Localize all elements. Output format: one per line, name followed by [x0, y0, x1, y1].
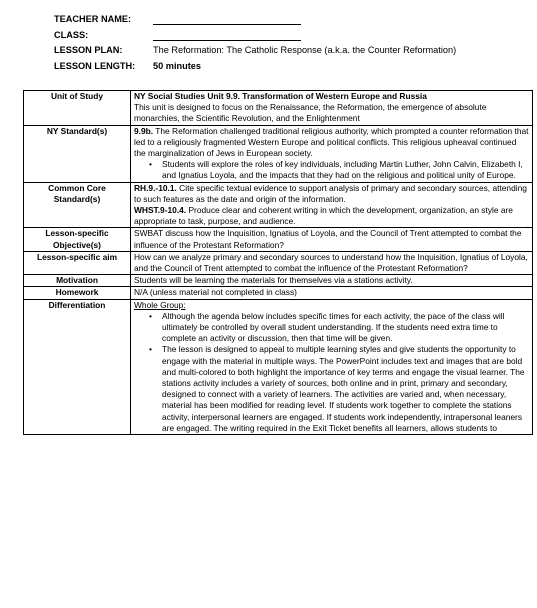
ny-standard-bullets — [134, 159, 529, 181]
differentiation-bullet-text: Although the agenda below includes specific times for each activity, the pace of the class will ultimately be controlled by overall student understanding. If the students need extra time to complete an activity or discussion, then that time will be given. — [162, 310, 505, 344]
common-core-standard-2 — [134, 205, 529, 227]
bullet-icon: • — [149, 344, 152, 355]
common-core-content — [131, 182, 533, 228]
lesson-length-value: 50 minutes — [153, 60, 201, 71]
ny-standard-code: 9.9b. — [134, 125, 154, 136]
ny-standard-bullet-text: Students will explore the roles of key individuals, including Martin Luther, John Calvin, Elizabeth I, and Ignatius Loyola, and the impacts that they had on the religious and political unity of Europe. — [162, 159, 523, 181]
homework-row — [24, 287, 533, 299]
lesson-header — [54, 14, 524, 76]
teacher-name-blank — [153, 24, 301, 25]
objective-row — [24, 228, 533, 251]
ny-standard-text — [134, 126, 529, 160]
list-item — [149, 344, 529, 434]
differentiation-label: Differentiation — [24, 299, 131, 434]
common-core-code-2: WHST.9-10.4. — [134, 205, 187, 216]
unit-of-study-label: Unit of Study — [24, 91, 131, 126]
differentiation-row — [24, 299, 533, 434]
homework-text: N/A (unless material not completed in class) — [131, 287, 533, 299]
lesson-length-label: LESSON LENGTH: — [54, 60, 136, 71]
bullet-icon: • — [149, 159, 152, 170]
ny-standard-content — [131, 125, 533, 182]
bullet-icon: • — [149, 310, 152, 321]
class-row — [54, 30, 524, 46]
lesson-plan-table — [23, 90, 533, 435]
unit-of-study-content — [131, 91, 533, 126]
list-item — [149, 159, 529, 181]
differentiation-heading: Whole Group: — [134, 299, 186, 310]
homework-label: Homework — [24, 287, 131, 299]
class-blank — [153, 40, 301, 41]
lesson-plan-value: The Reformation: The Catholic Response (a.k.a. the Counter Reformation) — [153, 45, 457, 55]
unit-description: This unit is designed to focus on the Renaissance, the Reformation, the emergence of absolute monarchies, the Scientific Revolution, and the Enlightenment — [134, 102, 487, 124]
unit-of-study-row — [24, 91, 533, 126]
teacher-name-label: TEACHER NAME: — [54, 14, 132, 24]
motivation-text: Students will be learning the materials for themselves via a stations activity. — [131, 275, 533, 287]
objective-label: Lesson-specific Objective(s) — [24, 228, 131, 251]
differentiation-bullets — [134, 311, 529, 434]
common-core-text-1: Cite specific textual evidence to support analysis of primary and secondary sources, attending to such features as the date and origin of the information. — [134, 182, 527, 204]
class-label: CLASS: — [54, 29, 89, 40]
aim-text: How can we analyze primary and secondary sources to understand how the Inquisition, Ignatius of Loyola, and the Council of Trent attempted to combat the influence of the Protestant Reformation? — [131, 251, 533, 274]
motivation-row — [24, 275, 533, 287]
motivation-label: Motivation — [24, 275, 131, 287]
differentiation-bullet-text: The lesson is designed to appeal to multiple learning styles and give students the opportunity to engage with the material in multiple ways. The PowerPoint includes text and images that are bold and multi-colored to both highlight the importance of key terms and engage the visual learner. The stations activity includes a variety of sources, both online and in print, primary and secondary, designed to connect with a variety of learners. The activities are varied and, when necessary, material has been modified for reading level. If students work together to complete the stations activity, interpersonal learners are engaged. If students work independently, intrapersonal leaners are engaged. The writing required in the Exit Ticket benefits all learners, allows students to — [162, 344, 525, 433]
common-core-row — [24, 182, 533, 228]
ny-standard-row — [24, 125, 533, 182]
common-core-text-2: Produce clear and coherent writing in which the development, organization, an style are appropriate to task, purpose, and audience. — [134, 205, 513, 227]
lesson-plan-label: LESSON PLAN: — [54, 45, 123, 55]
list-item — [149, 310, 529, 345]
objective-text: SWBAT discuss how the Inquisition, Ignatius of Loyola, and the Council of Trent attempted to combat the influence of the Protestant Reformation? — [131, 228, 533, 251]
differentiation-content — [131, 299, 533, 434]
lesson-length-row — [54, 61, 524, 77]
common-core-label: Common Core Standard(s) — [24, 182, 131, 228]
ny-standard-label: NY Standard(s) — [24, 125, 131, 182]
aim-row — [24, 251, 533, 274]
lesson-plan-row — [54, 45, 524, 61]
unit-title: NY Social Studies Unit 9.9. Transformation of Western Europe and Russia — [134, 91, 427, 101]
common-core-code-1: RH.9.-10.1. — [134, 182, 177, 193]
teacher-name-row — [54, 14, 524, 30]
common-core-standard-1 — [134, 183, 529, 205]
aim-label: Lesson-specific aim — [24, 251, 131, 274]
ny-standard-body: The Reformation challenged traditional religious authority, which prompted a counter reformation that led to a religiously fragmented Western Europe and political conflicts. This religious upheaval continued the marginalization of Jews in European society. — [134, 125, 529, 159]
